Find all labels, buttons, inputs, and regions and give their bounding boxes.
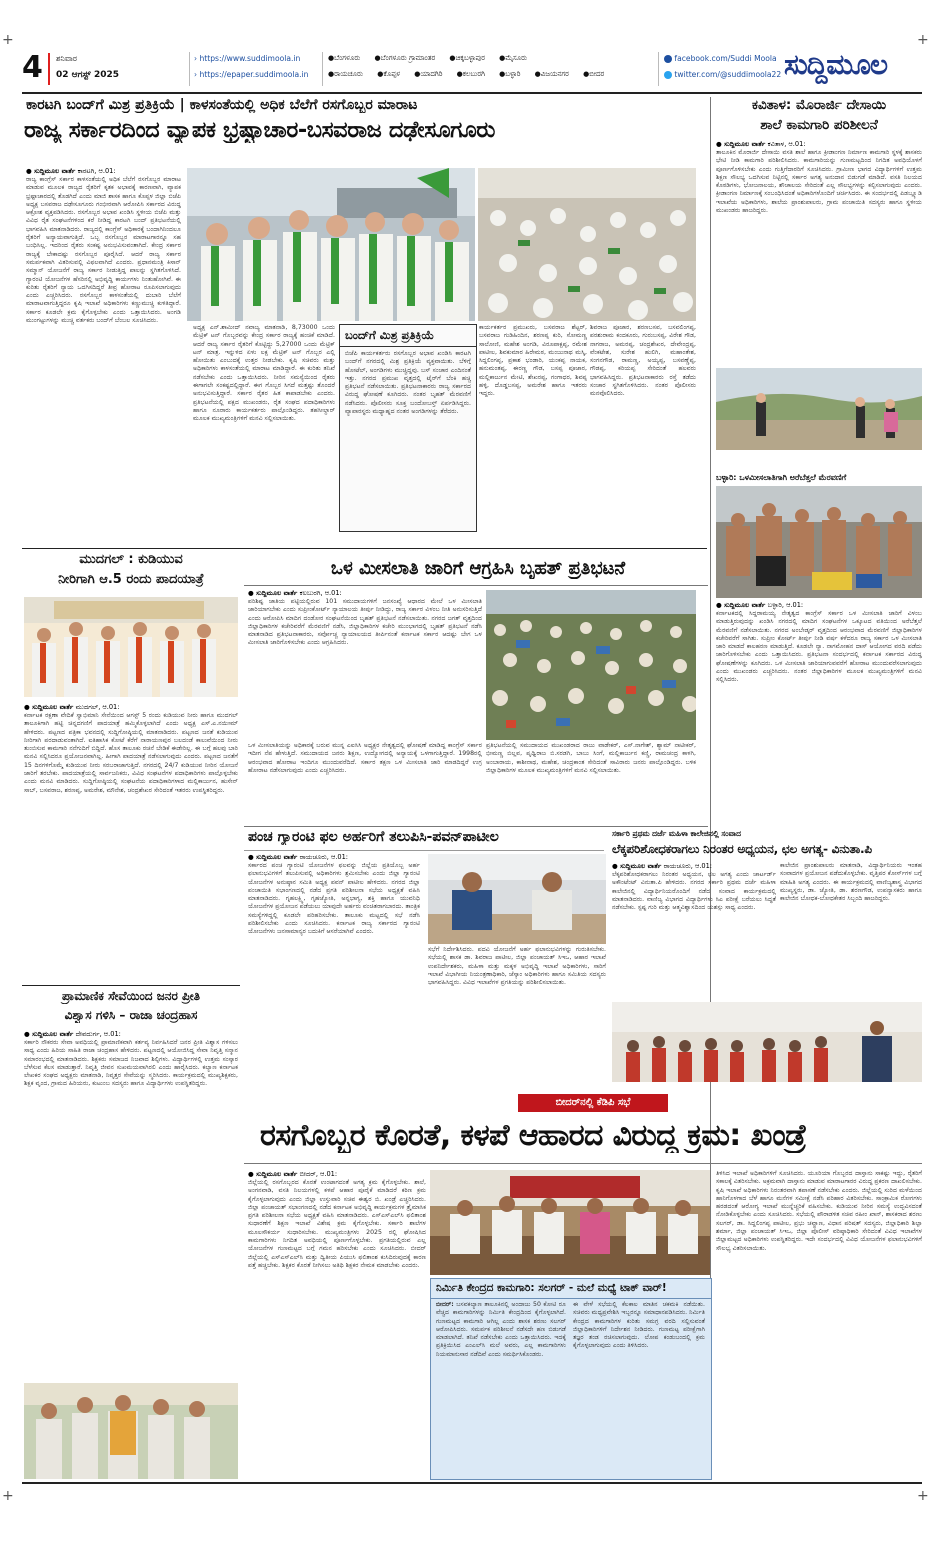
mudagal-headline-2: ನೀರಿಗಾಗಿ ಆ.5 ರಂದು ಪಾದಯಾತ್ರೆ xyxy=(58,572,204,587)
section-rule xyxy=(244,585,708,586)
section-rule xyxy=(22,548,707,549)
facebook-link[interactable]: facebook.com/Suddi Moola xyxy=(664,54,777,63)
epaper-link[interactable]: › https://epaper.suddimoola.in xyxy=(194,70,309,79)
header-divider xyxy=(322,52,323,86)
lead-body-col3: ಕಾರ್ಯಕರ್ತರ ಪ್ರಮುಖರು, ಬಸವರಾಜ ಶೆಟ್ಟರ್, ಬಸವರಾಜ ಗುಡಿಹಿಂದಿನ, ಶರಣಪ್ಪ ಕುರಿ, ಸೋಮಣ್ಣ ಸಾಲೋಣಿ, ಮಹೇಶ ಅಂಗಡಿ, ವಿರೂಪಾಕ್ಷಪ್ಪ, ರಮೇಶ ಪಾಟೀಲ, ಶಿವಕುಮಾರ ಹಿರೇಮಠ, ಮಂಜುನಾಥ ಮಸ್ಕಿ, ಸಿದ್ದಲಿಂಗಪ್ಪ, ಪ್ರಕಾಶ ಭಂಡಾರಿ, ಯಂಕಪ್ಪ ನಾಯಕ, ಹನುಮಂತಪ್ಪ, ಈರಣ್ಣ ಗೌಡ, ಬಸಪ್ಪ ಪೂಜಾರ, ಮಲ್ಲಿಕಾರ್ಜುನ ಮೇಟಿ, ಶೇಖರಪ್ಪ, ಗಂಗಾಧರ, ಶಿವಪ್ಪ ಹಳ್ಳಿ, ದೊಡ್ಡಬಸಪ್ಪ, ಅಮರೇಶ ಹಾಗೂ ಇತರರು ಇದ್ದರು. xyxy=(479,324,587,398)
mudagal-photo xyxy=(24,597,238,697)
kavitala-body: ● ಸುದ್ದಿಮೂಲ ವಾರ್ತೆ ಕವಿತಾಳ, ಆ.01: ತಾಲೂಕಿನ ಮೊರಾರ್ಜಿ ದೇಸಾಯಿ ವಸತಿ ಶಾಲೆ ಹಾಗೂ ಕ್ರೀಡಾಂಗಣ ನಿರ್ಮಾಣ ಕಾಮಗಾರಿ ಸ್ಥಳಕ್ಕೆ ಶಾಸಕರು ಭೇಟಿ ನೀಡಿ ಕಾಮಗಾರಿ ಪರಿಶೀಲಿಸಿದರು. ಕಾಮಗಾರಿಯನ್ನು ಗುಣಮಟ್ಟದಿಂದ ನಿಗದಿತ ಅವಧಿಯೊಳಗೆ ಪೂರ್ಣಗೊಳಿಸಬೇಕು ಎಂದು ಗುತ್ತಿಗೆದಾರರಿಗೆ ಸೂಚಿಸಿದರು. ಗ್ರಾಮೀಣ ಭಾಗದ ವಿದ್ಯಾರ್ಥಿಗಳಿಗೆ ಉತ್ತಮ ಶಿಕ್ಷಣ ಸೌಲಭ್ಯ ಒದಗಿಸುವ ನಿಟ್ಟಿನಲ್ಲಿ ಸರ್ಕಾರ ಅಗತ್ಯ ಅನುದಾನ ಬಿಡುಗಡೆ ಮಾಡಿದೆ. ವಸತಿ ನಿಲಯದ ಕೊಠಡಿಗಳು, ಭೋಜನಾಲಯ, ಶೌಚಾಲಯ ಸೇರಿದಂತೆ ಎಲ್ಲ ಸೌಲಭ್ಯಗಳನ್ನು ಕಲ್ಪಿಸಲಾಗುವುದು ಎಂದರು. ಕ್ರೀಡಾಂಗಣ ನಿರ್ಮಾಣಕ್ಕೆ ಸಂಬಂಧಿಸಿದಂತೆ ಅಧಿಕಾರಿಗಳೊಂದಿಗೆ ಚರ್ಚಿಸಿದರು. ಈ ಸಂದರ್ಭದಲ್ಲಿ ಪಿಡಬ್ಲ್ಯೂಡಿ ಇಲಾಖೆಯ ಅಧಿಕಾರಿಗಳು, ಶಾಲೆಯ ಪ್ರಾಂಶುಪಾಲರು, ಗ್ರಾಮ ಪಂಚಾಯಿತಿ ಸದಸ್ಯರು ಹಾಗೂ ಸ್ಥಳೀಯ ಮುಖಂಡರು ಹಾಜರಿದ್ದರು. xyxy=(716,140,922,215)
lead-body-col2: ಅಧ್ಯಕ್ಷ ಎನ್.ಶಾಮೀದ್ ನವಾಜ್ಯ ಮಾತನಾಡಿ, 8,73000 ಒಂದು ಮೆಟ್ರಿಕ್ ಟನ್ ಗೊಬ್ಬರವನ್ನು ಕೇಂದ್ರ ಸರ್ಕಾರ ರಾಜ್ಯಕ್ಕೆ ಹಂಚಿಕೆ ಮಾಡಿದೆ. ಆದರೆ ರಾಜ್ಯ ಸರ್ಕಾರ ರೈತರಿಗೆ ಕೊಟ್ಟಿದ್ದು 5,27000 ಒಂದು ಮೆಟ್ರಿಕ್ ಟನ್ ಮಾತ್ರ. ಇನ್ನುಳಿದ ಏಳು ಲಕ್ಷ ಮೆಟ್ರಿಕ್ ಟನ್ ಗೊಬ್ಬರ ಎಲ್ಲಿ ಹೋಯಿತು ಎಂಬುದಕ್ಕೆ ಉತ್ತರ ನೀಡಬೇಕು. ಕೃಷಿ ಸಚಿವರು ಮತ್ತು ಅಧಿಕಾರಿಗಳು ಕಾಳಸಂತೆಯಲ್ಲಿ ಮಾರಾಟ ಮಾಡಿದ್ದಾರೆ. ಈ ಕುರಿತು ತನಿಖೆ ನಡೆಸಬೇಕು ಎಂದು ಒತ್ತಾಯಿಸಿದರು. ನೀರಿನ ಸಮಸ್ಯೆಯಿಂದ ರೈತರು ಈಗಾಗಲೇ ಸಂಕಷ್ಟದಲ್ಲಿದ್ದಾರೆ. ಈಗ ಗೊಬ್ಬರ ಸಿಗದೆ ಮತ್ತಷ್ಟು ತೊಂದರೆ ಅನುಭವಿಸುತ್ತಿದ್ದಾರೆ. ಸರ್ಕಾರ ರೈತರ ಹಿತ ಕಾಪಾಡಬೇಕು ಎಂದರು. ಪ್ರತಿಭಟನೆಯಲ್ಲಿ ಪಕ್ಷದ ಮುಖಂಡರು, ರೈತ ಸಂಘದ ಪದಾಧಿಕಾರಿಗಳು ಹಾಗೂ ನೂರಾರು ಕಾರ್ಯಕರ್ತರು ಪಾಲ್ಗೊಂಡಿದ್ದರು. ತಹಸೀಲ್ದಾರ್ ಮೂಲಕ ಮುಖ್ಯಮಂತ್ರಿಗಳಿಗೆ ಮನವಿ ಸಲ್ಲಿಸಲಾಯಿತು. xyxy=(193,324,335,423)
crop-mark: + xyxy=(2,32,14,48)
section-rule xyxy=(244,1163,922,1164)
lead-kicker: ಕಾರಟಗಿ ಬಂದ್‌ಗೆ ಮಿಶ್ರ ಪ್ರತಿಕ್ರಿಯೆ | ಕಾಳಸಂತೆಯಲ್ಲಿ ಅಧಿಕ ಬೆಲೆಗೆ ರಸಗೊಬ್ಬರ ಮಾರಾಟ xyxy=(26,97,418,113)
ballari-body: ● ಸುದ್ದಿಮೂಲ ವಾರ್ತೆ ಬಳ್ಳಾರಿ, ಆ.01: ಕರ್ನಾಟಕದಲ್ಲಿ ಸಿದ್ದರಾಮಯ್ಯ ನೇತೃತ್ವದ ಕಾಂಗ್ರೆಸ್ ಸರ್ಕಾರ ಒಳ ಮೀಸಲಾತಿ ಜಾರಿಗೆ ವಿಳಂಬ ಮಾಡುತ್ತಿರುವುದನ್ನು ಖಂಡಿಸಿ ನಗರದಲ್ಲಿ ಮಾದಿಗ ಸಂಘಟನೆಗಳ ಒಕ್ಕೂಟದ ವತಿಯಿಂದ ಅರೆಬೆತ್ತಲೆ ಮೆರವಣಿಗೆ ನಡೆಸಲಾಯಿತು. ನಗರದ ಅಂಬೇಡ್ಕರ್ ವೃತ್ತದಿಂದ ಆರಂಭವಾದ ಮೆರವಣಿಗೆ ಜಿಲ್ಲಾಧಿಕಾರಿಗಳ ಕಚೇರಿವರೆಗೆ ಸಾಗಿತು. ಸುಪ್ರೀಂ ಕೋರ್ಟ್ ತೀರ್ಪು ನೀಡಿ ವರ್ಷ ಕಳೆದರೂ ರಾಜ್ಯ ಸರ್ಕಾರ ಒಳ ಮೀಸಲಾತಿ ಜಾರಿ ಮಾಡದೆ ಕಾಲಹರಣ ಮಾಡುತ್ತಿದೆ. ಕೂಡಲೇ ನ್ಯಾ. ನಾಗಮೋಹನ ದಾಸ್ ಆಯೋಗದ ವರದಿ ಪಡೆದು ಜಾರಿಗೊಳಿಸಬೇಕು ಎಂದು ಒತ್ತಾಯಿಸಿದರು. ಪ್ರತಿಭಟನಾ ಸಂದರ್ಭದಲ್ಲಿ ಕರ್ನಾಟಕ ಸರ್ಕಾರದ ವಿರುದ್ಧ ಘೋಷಣೆಗಳನ್ನು ಕೂಗಿದರು. ಒಳ ಮೀಸಲಾತಿ ಜಾರಿಯಾಗುವವರೆಗೆ ಹೋರಾಟ ಮುಂದುವರೆಸಲಾಗುವುದು ಎಂದು ಮುಖಂಡರು ಎಚ್ಚರಿಸಿದರು. ನಂತರ ಜಿಲ್ಲಾಧಿಕಾರಿಗಳ ಮೂಲಕ ಮುಖ್ಯಮಂತ್ರಿಗಳಿಗೆ ಮನವಿ ಸಲ್ಲಿಸಿದರು. xyxy=(716,601,922,684)
bidar-box-title: ನಿರ್ಮಿತಿ ಕೇಂದ್ರದ ಕಾಮಗಾರಿ: ಸಲಗರ್ - ಮಲೆ ಮಧ್ಯೆ ಟಾಕ್ ವಾರ್! xyxy=(431,1279,711,1299)
box-dateline: ಬೀದರ್: xyxy=(436,1301,454,1308)
pramanika-body: ● ಸುದ್ದಿಮೂಲ ವಾರ್ತೆ ದೇವದುರ್ಗ, ಆ.01: ಸರ್ಕಾರಿ ನೌಕರರು ಸೇವಾ ಅವಧಿಯಲ್ಲಿ ಪ್ರಾಮಾಣಿಕವಾಗಿ ಕರ್ತವ್ಯ ನಿರ್ವಹಿಸಿದರೆ ಜನರ ಪ್ರೀತಿ ವಿಶ್ವಾಸ ಗಳಿಸಲು ಸಾಧ್ಯ ಎಂದು ಹಿರಿಯ ಸಾಹಿತಿ ರಾಜಾ ಚಂದ್ರಹಾಸ ಹೇಳಿದರು. ಪಟ್ಟಣದಲ್ಲಿ ಆಯೋಜಿಸಿದ್ದ ಸೇವಾ ನಿವೃತ್ತಿ ಸನ್ಮಾನ ಸಮಾರಂಭದಲ್ಲಿ ಮಾತನಾಡಿದರು. ಶಿಕ್ಷಕರು ಸಮಾಜದ ನಿಜವಾದ ಶಿಲ್ಪಿಗಳು. ವಿದ್ಯಾರ್ಥಿಗಳಲ್ಲಿ ಉತ್ತಮ ಸಂಸ್ಕಾರ ಬೆಳೆಸುವ ಕೆಲಸ ಮಾಡುತ್ತಾರೆ. ನಿವೃತ್ತಿ ಜೀವನ ಸುಖಮಯವಾಗಿರಲಿ ಎಂದು ಹಾರೈಸಿದರು. ಕಲ್ಯಾಣ ಕರ್ನಾಟಕ ಲೇಖಕರ ಸಂಘದ ಅಧ್ಯಕ್ಷರು ಮಾತನಾಡಿ, ನಿವೃತ್ತರ ಸೇವೆಯನ್ನು ಸ್ಮರಿಸಿದರು. ಕಾರ್ಯಕ್ರಮದಲ್ಲಿ ಮುಖ್ಯಶಿಕ್ಷಕರು, ಶಿಕ್ಷಕ ವೃಂದ, ಗ್ರಾಮದ ಹಿರಿಯರು, ಕುಟುಂಬ ಸದಸ್ಯರು ಹಾಗೂ ವಿದ್ಯಾರ್ಥಿಗಳು ಉಪಸ್ಥಿತರಿದ್ದರು. xyxy=(24,1030,238,1088)
bidar-kicker-text: ಬೀದರ್‌ನಲ್ಲಿ ಕೆಡಿಪಿ ಸಭೆ xyxy=(555,1097,631,1108)
crop-mark: + xyxy=(917,32,929,48)
byline: ಸುದ್ದಿಮೂಲ ವಾರ್ತೆ xyxy=(32,1030,74,1038)
twitter-link[interactable]: twitter.com/@suddimoola22 xyxy=(664,70,781,79)
footer-rule xyxy=(22,1482,922,1484)
pramanika-photo xyxy=(24,1383,238,1479)
lekka-body-1: ● ಸುದ್ದಿಮೂಲ ವಾರ್ತೆ ರಾಯಚೂರು, ಆ.01: ಲೆಕ್ಕಪರಿಶೋಧಕರಾಗಲು ನಿರಂತರ ಅಧ್ಯಯನ, ಛಲ ಅಗತ್ಯ ಎಂದು ಚಾರ್ಟರ್ಡ್ ಅಕೌಂಟೆಂಟ್ ವಿನುತಾ.ಪಿ ಹೇಳಿದರು. ನಗರದ ಸರ್ಕಾರಿ ಪ್ರಥಮ ದರ್ಜೆ ಮಹಿಳಾ ಕಾಲೇಜಿನಲ್ಲಿ ವಿದ್ಯಾರ್ಥಿನಿಯರೊಂದಿಗೆ ನಡೆದ ಸಂವಾದ ಕಾರ್ಯಕ್ರಮದಲ್ಲಿ ಮಾತನಾಡಿದರು. ವಾಣಿಜ್ಯ ವಿಭಾಗದ ವಿದ್ಯಾರ್ಥಿಗಳು ಸಿಎ ಪರೀಕ್ಷೆ ಬರೆಯಲು ಸಿದ್ಧತೆ ನಡೆಸಬೇಕು. ಸ್ಪಷ್ಟ ಗುರಿ ಮತ್ತು ಆತ್ಮವಿಶ್ವಾಸದಿಂದ ಯಶಸ್ಸು ಸಾಧ್ಯ ಎಂದರು. xyxy=(612,862,776,912)
mudagal-headline-1: ಮುದಗಲ್ : ಕುಡಿಯುವ xyxy=(79,552,183,567)
byline: ಸುದ್ದಿಮೂಲ ವಾರ್ತೆ xyxy=(256,1170,298,1178)
dateline: ರಾಯಚೂರು, ಆ.01: xyxy=(663,862,713,870)
column-rule xyxy=(710,97,711,1477)
issue-date: 02 ಆಗಸ್ಟ್ 2025 xyxy=(56,70,119,80)
bidar-body-2: ತಿಳಿಸಿದ ಇಲಾಖೆ ಅಧಿಕಾರಿಗಳಿಗೆ ಸೂಚಿಸಿದರು. ಯೂರಿಯಾ ಗೊಬ್ಬರದ ದಾಸ್ತಾನು ಸಾಕಷ್ಟು ಇದ್ದು, ರೈತರಿಗೆ ಸಕಾಲಕ್ಕೆ ವಿತರಿಸಬೇಕು. ಅಕ್ರಮವಾಗಿ ದಾಸ್ತಾನು ಮಾಡುವ ಮಾರಾಟಗಾರರ ವಿರುದ್ಧ ಪ್ರಕರಣ ದಾಖಲಿಸಬೇಕು. ಕೃಷಿ ಇಲಾಖೆ ಅಧಿಕಾರಿಗಳು ನಿರಂತರವಾಗಿ ತಪಾಸಣೆ ನಡೆಸಬೇಕು ಎಂದರು. ಜಿಲ್ಲೆಯಲ್ಲಿ ಸುರಿದ ಮಳೆಯಿಂದ ಹಾನಿಗೊಳಗಾದ ಬೆಳೆ ಹಾಗೂ ಮನೆಗಳ ಸಮೀಕ್ಷೆ ನಡೆಸಿ ಪರಿಹಾರ ವಿತರಿಸಬೇಕು. ಸಾಂಕ್ರಾಮಿಕ ರೋಗಗಳು ಹರಡದಂತೆ ಆರೋಗ್ಯ ಇಲಾಖೆ ಮುನ್ನೆಚ್ಚರಿಕೆ ವಹಿಸಬೇಕು. ಕುಡಿಯುವ ನೀರಿನ ಸಮಸ್ಯೆ ಉದ್ಭವಿಸದಂತೆ ನೋಡಿಕೊಳ್ಳಬೇಕು ಎಂದು ಸೂಚಿಸಿದರು. ಸಭೆಯಲ್ಲಿ ಪೌರಾಡಳಿತ ಸಚಿವ ರಹೀಂ ಖಾನ್, ಶಾಸಕರಾದ ಶರಣು ಸಲಗರ್, ಡಾ. ಸಿದ್ದಲಿಂಗಪ್ಪ ಪಾಟೀಲ, ಪ್ರಭು ಚವ್ಹಾಣ, ವಿಧಾನ ಪರಿಷತ್ ಸದಸ್ಯರು, ಜಿಲ್ಲಾಧಿಕಾರಿ ಶಿಲ್ಪಾ ಶರ್ಮಾ, ಜಿಲ್ಲಾ ಪಂಚಾಯತ್ ಸಿಇಒ, ಜಿಲ್ಲಾ ಪೊಲೀಸ್ ವರಿಷ್ಠಾಧಿಕಾರಿ ಸೇರಿದಂತೆ ವಿವಿಧ ಇಲಾಖೆಗಳ ಜಿಲ್ಲಾಮಟ್ಟದ ಅಧಿಕಾರಿಗಳು ಉಪಸ್ಥಿತರಿದ್ದರು. ಇದೇ ಸಂದರ್ಭದಲ್ಲಿ ವಿವಿಧ ಯೋಜನೆಗಳ ಫಲಾನುಭವಿಗಳಿಗೆ ಸೌಲಭ್ಯ ವಿತರಿಸಲಾಯಿತು. xyxy=(716,1170,922,1252)
lekka-headline: ಲೆಕ್ಕಪರಿಶೋಧಕರಾಗಲು ನಿರಂತರ ಅಧ್ಯಯನ, ಛಲ ಅಗತ್ಯ- ವಿನುತಾ.ಪಿ xyxy=(612,842,872,856)
lead-photo-protest xyxy=(187,168,475,321)
page-number: 4 xyxy=(22,50,43,85)
dateline: ಬಳ್ಳಾರಿ, ಆ.01: xyxy=(767,601,804,609)
dateline: ಕಲಬುರಗಿ, ಆ.01: xyxy=(299,589,342,597)
dateline: ರಾಯಚೂರು, ಆ.01: xyxy=(299,853,349,861)
city-list-2: ●ರಾಯಚೂರು ●ಕೊಪ್ಪಳ ●ಯಾದಗಿರಿ ●ಕಲಬುರಗಿ ●ಬಳ್ಳಾರಿ ●ವಿಜಯನಗರ ●ಬೀದರ xyxy=(328,70,605,78)
section-rule xyxy=(22,985,240,986)
bidar-kicker xyxy=(518,1094,668,1112)
header-divider xyxy=(658,52,659,86)
bidar-photo xyxy=(430,1170,710,1275)
kavitala-headline-2: ಶಾಲೆ ಕಾಮಗಾರಿ ಪರಿಶೀಲನೆ xyxy=(760,117,878,133)
lead-sidebar-box: ಬಂದ್‌ಗೆ ಮಿಶ್ರ ಪ್ರತಿಕ್ರಿಯೆ ಬಿಜೆಪಿ ಕಾರ್ಯಕರ್ತರು ರಸಗೊಬ್ಬರ ಅಭಾವ ಖಂಡಿಸಿ ಕಾರಟಗಿ ಬಂದ್‌ಗೆ ನಗರದಲ್ಲಿ ಮಿಶ್ರ ಪ್ರತಿಕ್ರಿಯೆ ವ್ಯಕ್ತವಾಯಿತು. ಬೆಳಿಗ್ಗೆ ಹೋಟೆಲ್, ಅಂಗಡಿಗಳು ಮುಚ್ಚಿದ್ದವು. ಬಸ್ ಸಂಚಾರ ಎಂದಿನಂತೆ ಇತ್ತು. ನಗರದ ಪ್ರಮುಖ ವೃತ್ತದಲ್ಲಿ ಟೈರ್‌ಗೆ ಬೆಂಕಿ ಹಚ್ಚಿ ಪ್ರತಿಭಟನೆ ನಡೆಸಲಾಯಿತು. ಪ್ರತಿಭಟನಾಕಾರರು ರಾಜ್ಯ ಸರ್ಕಾರದ ವಿರುದ್ಧ ಘೋಷಣೆ ಕೂಗಿದರು. ನಂತರ ಬೃಹತ್ ಮೆರವಣಿಗೆ ನಡೆಸಿದರು. ಪೊಲೀಸರು ಸೂಕ್ತ ಬಂದೋಬಸ್ತ್ ಏರ್ಪಡಿಸಿದ್ದರು. ವ್ಯಾಪಾರಸ್ಥರು ಮಧ್ಯಾಹ್ನದ ನಂತರ ಅಂಗಡಿಗಳನ್ನು ತೆರೆದರು. xyxy=(339,324,477,532)
dateline: ದೇವದುರ್ಗ, ಆ.01: xyxy=(75,1030,121,1038)
panch-headline: ಪಂಚ ಗ್ಯಾರಂಟಿ ಫಲ ಅರ್ಹರಿಗೆ ತಲುಪಿಸಿ-ಪವನ್‌ಪಾಟೀಲ xyxy=(248,829,499,845)
panch-body-1: ● ಸುದ್ದಿಮೂಲ ವಾರ್ತೆ ರಾಯಚೂರು, ಆ.01: ಸರ್ಕಾರದ ಪಂಚ ಗ್ಯಾರಂಟಿ ಯೋಜನೆಗಳ ಫಲವನ್ನು ಜಿಲ್ಲೆಯ ಪ್ರತಿಯೊಬ್ಬ ಅರ್ಹ ಫಲಾನುಭವಿಗಳಿಗೆ ತಲುಪಿಸುವಲ್ಲಿ ಅಧಿಕಾರಿಗಳು ಶ್ರಮಿಸಬೇಕು ಎಂದು ಜಿಲ್ಲಾ ಗ್ಯಾರಂಟಿ ಯೋಜನೆಗಳ ಅನುಷ್ಠಾನ ಸಮಿತಿ ಅಧ್ಯಕ್ಷ ಪವನ್ ಪಾಟೀಲ ಹೇಳಿದರು. ನಗರದ ಜಿಲ್ಲಾ ಪಂಚಾಯಿತಿ ಸಭಾಂಗಣದಲ್ಲಿ ನಡೆದ ಪ್ರಗತಿ ಪರಿಶೀಲನಾ ಸಭೆಯ ಅಧ್ಯಕ್ಷತೆ ವಹಿಸಿ ಮಾತನಾಡಿದರು. ಗೃಹಲಕ್ಷ್ಮಿ, ಗೃಹಜ್ಯೋತಿ, ಅನ್ನಭಾಗ್ಯ, ಶಕ್ತಿ ಹಾಗೂ ಯುವನಿಧಿ ಯೋಜನೆಗಳ ಪ್ರಯೋಜನ ಪಡೆಯಲು ಯಾವುದೇ ಅರ್ಹರು ವಂಚಿತರಾಗಬಾರದು. ತಾಂತ್ರಿಕ ಸಮಸ್ಯೆಗಳಿದ್ದಲ್ಲಿ ಕೂಡಲೇ ಪರಿಹರಿಸಬೇಕು. ತಾಲೂಕು ಮಟ್ಟದಲ್ಲಿ ಸಭೆ ನಡೆಸಿ ಪರಿಶೀಲಿಸಬೇಕು ಎಂದು ಸೂಚಿಸಿದರು. ಕರ್ನಾಟಕ ರಾಜ್ಯ ಸರ್ಕಾರದ ಗ್ಯಾರಂಟಿ ಯೋಜನೆಗಳು ಜನಸಾಮಾನ್ಯರ ಬದುಕಿಗೆ ಆಸರೆಯಾಗಿವೆ ಎಂದರು. xyxy=(248,853,420,936)
pramanika-headline-1: ಪ್ರಾಮಾಣಿಕ ಸೇವೆಯಿಂದ ಜನರ ಪ್ರೀತಿ xyxy=(61,989,201,1003)
byline: ಸುದ್ದಿಮೂಲ ವಾರ್ತೆ xyxy=(620,862,662,870)
header-rule xyxy=(22,92,922,94)
lekka-kicker: ಸರ್ಕಾರಿ ಪ್ರಥಮ ದರ್ಜೆ ಮಹಿಳಾ ಕಾಲೇಜಿನಲ್ಲಿ ಸಂವಾದ xyxy=(612,829,741,838)
dateline: ಕವಿತಾಳ, ಆ.01: xyxy=(767,140,806,148)
byline: ಸುದ್ದಿಮೂಲ ವಾರ್ತೆ xyxy=(34,167,76,175)
pramanika-headline-2: ವಿಶ್ವಾಸ ಗಳಿಸಿ – ರಾಜಾ ಚಂದ್ರಹಾಸ xyxy=(64,1008,198,1022)
box-title: ಬಂದ್‌ಗೆ ಮಿಶ್ರ ಪ್ರತಿಕ್ರಿಯೆ xyxy=(340,325,476,347)
byline: ಸುದ್ದಿಮೂಲ ವಾರ್ತೆ xyxy=(724,140,766,148)
lekka-photo xyxy=(612,1002,922,1082)
header-divider xyxy=(189,52,190,86)
byline: ಸುದ್ದಿಮೂಲ ವಾರ್ತೆ xyxy=(256,589,298,597)
masthead-logo: ಸುದ್ದಿಮೂಲ xyxy=(784,48,888,81)
byline: ಸುದ್ದಿಮೂಲ ವಾರ್ತೆ xyxy=(724,601,766,609)
byline: ಸುದ್ದಿಮೂಲ ವಾರ್ತೆ xyxy=(256,853,298,861)
website-link[interactable]: › https://www.suddimoola.in xyxy=(194,54,301,63)
section-rule xyxy=(244,826,708,827)
lead-headline: ರಾಜ್ಯ ಸರ್ಕಾರದಿಂದ ವ್ಯಾಪಕ ಭ್ರಷ್ಟಾಚಾರ-ಬಸವರಾಜ ದಢೇಸೂಗೂರು xyxy=(24,117,495,143)
lead-body-col1: ● ಸುದ್ದಿಮೂಲ ವಾರ್ತೆ ಕಾರಟಗಿ, ಆ.01: ರಾಜ್ಯ ಕಾಂಗ್ರೆಸ್ ಸರ್ಕಾರ ಕಾಳಸಂತೆಯಲ್ಲಿ ಅಧಿಕ ಬೆಲೆಗೆ ರಸಗೊಬ್ಬರ ಮಾರಾಟ ಮಾಡುವ ಮೂಲಕ ರಾಜ್ಯದ ರೈತರಿಗೆ ಕೃತಕ ಅಭಾವಕ್ಕೆ ಕಾರಣವಾಗಿ, ವ್ಯಾಪಕ ಭ್ರಷ್ಟಾಚಾರದಲ್ಲಿ ತೊಡಗಿದೆ ಎಂದು ಮಾಜಿ ಶಾಸಕ ಹಾಗೂ ಕೊಪ್ಪಳ ಜಿಲ್ಲಾ ಬಿಜೆಪಿ ಅಧ್ಯಕ್ಷ ಬಸವರಾಜ ದಢೇಸೂಗೂರು ಗಂಭೀರವಾಗಿ ಆರೋಪಿಸಿ ಸರ್ಕಾರದ ವಿರುದ್ಧ ಆಕ್ರೋಶ ವ್ಯಕ್ತಪಡಿಸಿದರು. ರಸಗೊಬ್ಬರ ಅಭಾವ ಖಂಡಿಸಿ ಸ್ಥಳೀಯ ಬಿಜೆಪಿ ಮತ್ತು ವಿವಿಧ ರೈತ ಸಂಘಟನೆಗಳಿಂದ ಕರೆ ನೀಡಿದ್ದ ಕಾರಟಗಿ ಬಂದ್ ಪ್ರತಿಭಟನೆಯಲ್ಲಿ ಭಾಗವಹಿಸಿ ಮಾತನಾಡಿದರು. ರಾಜ್ಯದಲ್ಲಿ ಕಾಂಗ್ರೆಸ್ ಅಧಿಕಾರಕ್ಕೆ ಬಂದಾಗಿನಿಂದಲೂ ರೈತರಿಗೆ ಅನ್ಯಾಯವಾಗುತ್ತಿದೆ. ಒಬ್ಬ ರಸಗೊಬ್ಬರ ಮಾರಾಟಗಾರನ್ನೂ ಸಹ ಬಂಧಿಸಿಲ್ಲ. ಇದರಿಂದ ರೈತರು ಸಂಕಷ್ಟ ಅನುಭವಿಸುವಂತಾಗಿದೆ. ಕೇಂದ್ರ ಸರ್ಕಾರ ರಾಜ್ಯಕ್ಕೆ ಬೇಕಾದಷ್ಟು ರಸಗೊಬ್ಬರ ಪೂರೈಸಿದೆ. ಆದರೆ ರಾಜ್ಯ ಸರ್ಕಾರ ಸಮರ್ಪಕವಾಗಿ ವಿತರಿಸುವಲ್ಲಿ ವಿಫಲವಾಗಿದೆ ಎಂದರು. ಪ್ರಧಾನಮಂತ್ರಿ ಕಿಸಾನ್ ಸಮ್ಮಾನ್ ಯೋಜನೆಗೆ ರಾಜ್ಯ ಸರ್ಕಾರ ನೀಡುತ್ತಿದ್ದ ಪಾಲನ್ನು ಸ್ಥಗಿತಗೊಳಿಸಿದೆ. ಗ್ಯಾರಂಟಿ ಯೋಜನೆಗಳ ಹೆಸರಿನಲ್ಲಿ ಅಭಿವೃದ್ಧಿ ಕಾರ್ಯಗಳು ನಿಂತುಹೋಗಿವೆ. ಈ ಕುರಿತು ರೈತರಿಗೆ ನ್ಯಾಯ ಒದಗಿಸದಿದ್ದರೆ ತೀವ್ರ ಹೋರಾಟ ರೂಪಿಸಲಾಗುವುದು ಎಂದು ಎಚ್ಚರಿಸಿದರು. ರಸಗೊಬ್ಬರ ಕಾಳಸಂತೆಯಲ್ಲಿ ದುಬಾರಿ ಬೆಲೆಗೆ ಮಾರಾಟವಾಗುತ್ತಿದ್ದರೂ ಕೃಷಿ ಇಲಾಖೆ ಅಧಿಕಾರಿಗಳು ಕಣ್ಣುಮುಚ್ಚಿ ಕುಳಿತಿದ್ದಾರೆ. ಸರ್ಕಾರ ಕೂಡಲೇ ಕ್ರಮ ಕೈಗೊಳ್ಳಬೇಕು ಎಂದು ಒತ್ತಾಯಿಸಿದರು. ಅಂಗಡಿ ಮುಂಗಟ್ಟುಗಳನ್ನು ಮುಚ್ಚಿ ವರ್ತಕರು ಬಂದ್‌ಗೆ ಬೆಂಬಲ ಸೂಚಿಸಿದರು. xyxy=(26,167,181,325)
kavitala-headline-1: ಕವಿತಾಳ: ಮೊರಾರ್ಜಿ ದೇಸಾಯಿ xyxy=(751,97,887,113)
header-divider xyxy=(48,53,50,85)
kavitala-photo xyxy=(716,368,922,450)
kalaburagi-body-2: ಒಳ ಮೀಸಲಾತಿಯನ್ನು ಅಧಿಕಾರಕ್ಕೆ ಬರುವ ಮುನ್ನ ಎಐಸಿಸಿ ಅಧ್ಯಕ್ಷರ ನೇತೃತ್ವದಲ್ಲಿ ಘೋಷಣೆ ಮಾಡಿದ್ದ ಕಾಂಗ್ರೆಸ್ ಸರ್ಕಾರ ಇದೀಗ ನೆಪ ಹೇಳುತ್ತಿದೆ. ಸಮುದಾಯದ ಜನರು ಶಿಕ್ಷಣ, ಉದ್ಯೋಗದಲ್ಲಿ ಅನ್ಯಾಯಕ್ಕೆ ಒಳಗಾಗುತ್ತಿದ್ದಾರೆ. 1998ರಲ್ಲಿ ಆರಂಭವಾದ ಹೋರಾಟ ಇಂದಿಗೂ ಮುಂದುವರೆದಿದೆ. ಸರ್ಕಾರ ತಕ್ಷಣ ಒಳ ಮೀಸಲಾತಿ ಜಾರಿ ಮಾಡದಿದ್ದರೆ ಉಗ್ರ ಹೋರಾಟ ನಡೆಸಲಾಗುವುದು ಎಂದು ಎಚ್ಚರಿಸಿದರು. xyxy=(248,742,482,774)
dateline: ಬೀದರ್, ಆ.01: xyxy=(299,1170,338,1178)
kalaburagi-body-3: ಪ್ರತಿಭಟನೆಯಲ್ಲಿ ಸಮುದಾಯದ ಮುಖಂಡರಾದ ರಾಜು ವಾಡೇಕರ್, ಎಸ್.ನಾಗೇಶ್, ಶ್ಯಾಮ್ ನಾಟೀಕರ್, ಭೀಮಣ್ಣ ಬಿಲ್ಲವ, ಪೃಥ್ವಿರಾಜ ಬಿ.ಸರಡಗಿ, ಬಾಬು ಸಿಂಗೆ, ಮಲ್ಲಿಕಾರ್ಜುನ ಕಣ್ಣಿ, ರಾಮಚಂದ್ರ ಕಾಳಗಿ, ಅಂಬಾರಾಯ, ಕಾಶೀನಾಥ, ಮಹೇಶ, ಚಂದ್ರಕಾಂತ ಸೇರಿದಂತೆ ಸಾವಿರಾರು ಜನರು ಪಾಲ್ಗೊಂಡಿದ್ದರು. ಬಳಿಕ ಜಿಲ್ಲಾಧಿಕಾರಿಗಳ ಮೂಲಕ ಮುಖ್ಯಮಂತ್ರಿಗಳಿಗೆ ಮನವಿ ಸಲ್ಲಿಸಲಾಯಿತು. xyxy=(486,742,696,774)
ballari-caption: ಬಳ್ಳಾರಿ: ಒಳಮೀಸಲಾತಿಗಾಗಿ ಅರೆಬೆತ್ತಲೆ ಮೆರವಣಿಗೆ xyxy=(716,473,847,482)
lekka-body-2: ಕಾಲೇಜಿನ ಪ್ರಾಂಶುಪಾಲರು ಮಾತನಾಡಿ, ವಿದ್ಯಾರ್ಥಿನಿಯರು ಇಂತಹ ಸಂವಾದಗಳ ಪ್ರಯೋಜನ ಪಡೆದುಕೊಳ್ಳಬೇಕು. ವೃತ್ತಿಪರ ಕೋರ್ಸ್‌ಗಳ ಬಗ್ಗೆ ಮಾಹಿತಿ ಅಗತ್ಯ ಎಂದರು. ಈ ಕಾರ್ಯಕ್ರಮದಲ್ಲಿ ವಾಣಿಜ್ಯಶಾಸ್ತ್ರ ವಿಭಾಗದ ಮುಖ್ಯಸ್ಥರು, ಡಾ. ಜ್ಯೋತಿ, ಡಾ. ಶರಣಗೌಡ, ಉಪನ್ಯಾಸಕರು ಹಾಗೂ ಕಾಲೇಜಿನ ಬೋಧಕ-ಬೋಧಕೇತರ ಸಿಬ್ಬಂದಿ ಹಾಜರಿದ್ದರು. xyxy=(780,862,922,903)
byline: ಸುದ್ದಿಮೂಲ ವಾರ್ತೆ xyxy=(32,703,74,711)
kalaburagi-headline: ಒಳ ಮೀಸಲಾತಿ ಜಾರಿಗೆ ಆಗ್ರಹಿಸಿ ಬೃಹತ್ ಪ್ರತಿಭಟನೆ xyxy=(330,558,626,579)
section-rule xyxy=(244,850,604,851)
lead-body-col4: ಶಿವರಾಜ ಪೂಜಾರ, ಶರಣಬಸವ, ಬಸವಲಿಂಗಪ್ಪ, ಪರಶುರಾಮ ಕಂದಕೂರು, ಗುರುಬಸಪ್ಪ, ವಿರೇಶ ಗೌಡ, ನಾಗರಾಜ, ಅಮರಪ್ಪ, ಚಂದ್ರಶೇಖರ, ದೇವೇಂದ್ರಪ್ಪ, ವೆಂಕಟೇಶ, ಸುರೇಶ ಹುಲಿಗಿ, ಮಹಾಂತೇಶ, ಸಂಗನಗೌಡ, ರಾಮಣ್ಣ, ಅಯ್ಯಪ್ಪ, ಬಸವಣ್ಣೆಪ್ಪ, ಗೌಡಪ್ಪ, ಕರಿಯಪ್ಪ ಸೇರಿದಂತೆ ಹಲವರು ಭಾಗವಹಿಸಿದ್ದರು. ಪ್ರತಿಭಟನಾಕಾರರು ರಸ್ತೆ ತಡೆದು ಸಂಚಾರ ಸ್ಥಗಿತಗೊಳಿಸಿದರು. ನಂತರ ಪೊಲೀಸರು ಮನವೊಲಿಸಿದರು. xyxy=(590,324,696,398)
mudagal-body: ● ಸುದ್ದಿಮೂಲ ವಾರ್ತೆ ಮುದಗಲ್, ಆ.01: ಕರ್ನಾಟಕ ರಕ್ಷಣಾ ವೇದಿಕೆ ಸ್ವಾಭಿಮಾನಿ ಸೇನೆಯಿಂದ ಆಗಸ್ಟ್ 5 ರಂದು ಕುಡಿಯುವ ನೀರು ಹಾಗೂ ಮುದಗಲ್ ತಾಲೂಕಿಗಾಗಿ ಹಟ್ಟಿ ಚಿನ್ನದಗಣಿಗೆ ಪಾದಯಾತ್ರೆ ಹಮ್ಮಿಕೊಳ್ಳಲಾಗಿದೆ ಎಂದು ಅಧ್ಯಕ್ಷ ಎಸ್.ಎ.ನಯೀಮ್ ಹೇಳಿದರು. ಪಟ್ಟಣದ ಪತ್ರಿಕಾ ಭವನದಲ್ಲಿ ಸುದ್ದಿಗೋಷ್ಠಿಯಲ್ಲಿ ಮಾತನಾಡಿದರು. ಪಟ್ಟಣದ ಜನತೆ ಕುಡಿಯುವ ನೀರಿಗಾಗಿ ಪರದಾಡುವಂತಾಗಿದೆ. ಐತಿಹಾಸಿಕ ಕೋಟೆ ಕೆರೆಗೆ ನಾರಾಯಣಪುರ ಬಲದಂಡೆ ಕಾಲುವೆಯಿಂದ ನೀರು ತುಂಬಿಸುವ ಕಾಮಗಾರಿ ನನೆಗುದಿಗೆ ಬಿದ್ದಿದೆ. ಹೊಸ ತಾಲೂಕು ರಚನೆ ಬೇಡಿಕೆ ಈಡೇರಿಲ್ಲ. ಈ ಬಗ್ಗೆ ಹಲವು ಬಾರಿ ಮನವಿ ಸಲ್ಲಿಸಿದರೂ ಪ್ರಯೋಜನವಾಗಿಲ್ಲ. ಹೀಗಾಗಿ ಪಾದಯಾತ್ರೆ ನಡೆಸಲಾಗುವುದು ಎಂದರು. ಪಟ್ಟಣದ ಜನತೆಗೆ 15 ದಿನಗಳಿಗೊಮ್ಮೆ ಕುಡಿಯುವ ನೀರು ಸರಬರಾಜಾಗುತ್ತಿದೆ. ನಗರದಲ್ಲಿ 24/7 ಕುಡಿಯುವ ನೀರಿನ ಯೋಜನೆ ಜಾರಿಗೆ ತರಬೇಕು. ಪಾದಯಾತ್ರೆಯಲ್ಲಿ ಸಾರ್ವಜನಿಕರು, ವಿವಿಧ ಸಂಘಟನೆಗಳ ಪದಾಧಿಕಾರಿಗಳು ಪಾಲ್ಗೊಳ್ಳಬೇಕು ಎಂದು ಮನವಿ ಮಾಡಿದರು. ಸುದ್ದಿಗೋಷ್ಠಿಯಲ್ಲಿ ಸಂಘಟನೆಯ ಪದಾಧಿಕಾರಿಗಳಾದ ಮಲ್ಲಿಕಾರ್ಜುನ, ಹುಸೇನ್ ಸಾಬ್, ಬಸವರಾಜ, ಶರಣಪ್ಪ, ಅಮರೇಶ, ಮೌನೇಶ, ಚಂದ್ರಶೇಖರ ಸೇರಿದಂತೆ ಇತರರು ಉಪಸ್ಥಿತರಿದ್ದರು. xyxy=(24,703,238,794)
kalaburagi-body-1: ● ಸುದ್ದಿಮೂಲ ವಾರ್ತೆ ಕಲಬುರಗಿ, ಆ.01: ಪರಿಶಿಷ್ಟ ಜಾತಿಯ ಪಟ್ಟಿಯಲ್ಲಿರುವ 101 ಸಮುದಾಯಗಳಿಗೆ ಜನಸಂಖ್ಯೆ ಆಧಾರದ ಮೇಲೆ ಒಳ ಮೀಸಲಾತಿ ಜಾರಿಯಾಗಬೇಕು ಎಂದು ಸುಪ್ರೀಂಕೋರ್ಟ್ ನ್ಯಾಯಾಲಯ ತೀರ್ಪು ನೀಡಿದ್ದು, ರಾಜ್ಯ ಸರ್ಕಾರ ವಿಳಂಬ ನೀತಿ ಅನುಸರಿಸುತ್ತಿದೆ ಎಂದು ಆರೋಪಿಸಿ ಮಾದಿಗ ದಂಡೋರ ಸಂಘಟನೆಯಿಂದ ಬೃಹತ್ ಪ್ರತಿಭಟನೆ ನಡೆಸಲಾಯಿತು. ನಗರದ ಜಗತ್ ವೃತ್ತದಿಂದ ಜಿಲ್ಲಾಧಿಕಾರಿಗಳ ಕಚೇರಿವರೆಗೆ ಮೆರವಣಿಗೆ ನಡೆಸಿ, ಜಿಲ್ಲಾಧಿಕಾರಿಗಳ ಕಚೇರಿ ಮುಂಭಾಗದಲ್ಲಿ ಬೃಹತ್ ಪ್ರತಿಭಟನೆ ನಡೆಸಿ ಮಾತನಾಡಿದ ಪ್ರತಿಭಟನಾಕಾರರು, ಸರ್ವೋಚ್ಚ ನ್ಯಾಯಾಲಯದ ತೀರ್ಪಿನಂತೆ ಕರ್ನಾಟಕ ಸರ್ಕಾರ ಆದಷ್ಟು ಬೇಗ ಒಳ ಮೀಸಲಾತಿ ಜಾರಿಗೊಳಿಸಬೇಕು ಎಂದು ಆಗ್ರಹಿಸಿದರು. xyxy=(248,589,482,647)
kalaburagi-photo xyxy=(486,590,696,740)
crop-mark: + xyxy=(917,1488,929,1504)
twitter-icon xyxy=(664,71,672,79)
bidar-headline: ರಸಗೊಬ್ಬರ ಕೊರತೆ, ಕಳಪೆ ಆಹಾರದ ವಿರುದ್ಧ ಕ್ರಮ: ಖಂಡ್ರೆ xyxy=(260,1118,807,1153)
panch-body-2: ಸಭೆಗೆ ನಿರ್ದೇಶಿಸಿದರು. ಪದವಿ ಯೋಜನೆಗೆ ಅರ್ಹ ಫಲಾನುಭವಿಗಳನ್ನು ಗುರುತಿಸಬೇಕು. ಸಭೆಯಲ್ಲಿ ಶಾಸಕ ಡಾ. ಶಿವರಾಜ ಪಾಟೀಲ, ಜಿಲ್ಲಾ ಪಂಚಾಯತ್ ಸಿಇಒ, ಆಹಾರ ಇಲಾಖೆ ಉಪನಿರ್ದೇಶಕರು, ಮಹಿಳಾ ಮತ್ತು ಮಕ್ಕಳ ಅಭಿವೃದ್ಧಿ ಇಲಾಖೆ ಅಧಿಕಾರಿಗಳು, ಸಾರಿಗೆ ಇಲಾಖೆ ವಿಭಾಗೀಯ ನಿಯಂತ್ರಣಾಧಿಕಾರಿ, ಜೆಸ್ಕಾಂ ಅಧಿಕಾರಿಗಳು ಹಾಗೂ ಸಮಿತಿಯ ಸದಸ್ಯರು ಭಾಗವಹಿಸಿದ್ದರು. ವಿವಿಧ ಇಲಾಖೆಗಳ ಪ್ರಗತಿಯನ್ನು ಪರಿಶೀಲಿಸಲಾಯಿತು. xyxy=(428,946,606,987)
dateline: ಕಾರಟಗಿ, ಆ.01: xyxy=(77,167,116,175)
lead-photo-crowd xyxy=(478,168,696,321)
facebook-icon xyxy=(664,55,672,63)
city-list-1: ●ಬೆಂಗಳೂರು ●ಬೆಂಗಳೂರು ಗ್ರಾಮಾಂತರ ●ಚಿಕ್ಕಬಳ್ಳಾಪುರ ●ಮೈಸೂರು xyxy=(328,54,528,62)
bidar-body-1: ● ಸುದ್ದಿಮೂಲ ವಾರ್ತೆ ಬೀದರ್, ಆ.01: ಜಿಲ್ಲೆಯಲ್ಲಿ ರಸಗೊಬ್ಬರದ ಕೊರತೆ ಉಂಟಾಗದಂತೆ ಅಗತ್ಯ ಕ್ರಮ ಕೈಗೊಳ್ಳಬೇಕು. ಶಾಲೆ, ಅಂಗನವಾಡಿ, ವಸತಿ ನಿಲಯಗಳಲ್ಲಿ ಕಳಪೆ ಆಹಾರ ಪೂರೈಕೆ ಮಾಡಿದರೆ ಕಠಿಣ ಕ್ರಮ ಕೈಗೊಳ್ಳಲಾಗುವುದು ಎಂದು ಜಿಲ್ಲಾ ಉಸ್ತುವಾರಿ ಸಚಿವ ಈಶ್ವರ ಬಿ. ಖಂಡ್ರೆ ಎಚ್ಚರಿಸಿದರು. ಜಿಲ್ಲಾ ಪಂಚಾಯತ್ ಸಭಾಂಗಣದಲ್ಲಿ ನಡೆದ ಕರ್ನಾಟಕ ಅಭಿವೃದ್ಧಿ ಕಾರ್ಯಕ್ರಮಗಳ ತ್ರೈಮಾಸಿಕ ಪ್ರಗತಿ ಪರಿಶೀಲನಾ ಸಭೆಯ ಅಧ್ಯಕ್ಷತೆ ವಹಿಸಿ ಮಾತನಾಡಿದರು. ಎಸ್‌ಎಸ್‌ಎಲ್‌ಸಿ ಫಲಿತಾಂಶ ಸುಧಾರಣೆಗೆ ಶಿಕ್ಷಣ ಇಲಾಖೆ ವಿಶೇಷ ಕ್ರಮ ಕೈಗೊಳ್ಳಬೇಕು. ಸರ್ಕಾರಿ ಶಾಲೆಗಳ ಮೂಲಸೌಕರ್ಯ ಸುಧಾರಿಸಬೇಕು. ಮುಖ್ಯಮಂತ್ರಿಗಳು 2025 ರಲ್ಲಿ ಘೋಷಿಸಿದ ಕಾಮಗಾರಿಗಳು ನಿಗದಿತ ಅವಧಿಯಲ್ಲಿ ಪೂರ್ಣಗೊಳ್ಳಬೇಕು. ಪ್ರಗತಿಯಲ್ಲಿರುವ ಎಲ್ಲ ಯೋಜನೆಗಳ ಗುಣಮಟ್ಟದ ಬಗ್ಗೆ ಗಮನ ಹರಿಸಬೇಕು ಎಂದು ಸೂಚಿಸಿದರು. ಬೀದರ್ ಜಿಲ್ಲೆಯಲ್ಲಿ ಎಸ್‌ಎಸ್‌ಎಲ್‌ಸಿ ಮತ್ತು ದ್ವಿತೀಯ ಪಿಯುಸಿ ಫಲಿತಾಂಶ ಕುಸಿದಿರುವುದಕ್ಕೆ ಕಾರಣ ಪತ್ತೆ ಹಚ್ಚಬೇಕು. ಶಿಕ್ಷಕರ ಕೊರತೆ ನೀಗಿಸಲು ಅತಿಥಿ ಶಿಕ್ಷಕರ ನೇಮಕ ಮಾಡಬೇಕು ಎಂದರು. xyxy=(248,1170,426,1269)
ballari-photo xyxy=(716,486,922,598)
issue-day: ಶನಿವಾರ xyxy=(56,54,78,63)
page-header xyxy=(22,50,922,90)
panch-photo xyxy=(428,854,606,944)
dateline: ಮುದಗಲ್, ಆ.01: xyxy=(75,703,120,711)
crop-mark: + xyxy=(2,1488,14,1504)
bidar-sidebar-box: ನಿರ್ಮಿತಿ ಕೇಂದ್ರದ ಕಾಮಗಾರಿ: ಸಲಗರ್ - ಮಲೆ ಮಧ್ಯೆ ಟಾಕ್ ವಾರ್! ಬೀದರ್: ಬಸವಕಲ್ಯಾಣ ತಾಲೂಕಿನಲ್ಲಿ ಅಂದಾಜು 50 ಕೋಟಿ ರೂ ವೆಚ್ಚದ ಕಾಮಗಾರಿಗಳನ್ನು ನಿರ್ಮಿತಿ ಕೇಂದ್ರದಿಂದ ಕೈಗೊಳ್ಳಲಾಗಿದೆ. ಗುಣಮಟ್ಟದ ಕಾಮಗಾರಿ ಆಗಿಲ್ಲ ಎಂದು ಶಾಸಕ ಶರಣು ಸಲಗರ್ ಆರೋಪಿಸಿದರು. ಸಮರ್ಪಕ ಪರಿಶೀಲನೆ ನಡೆಸದೇ ಹಣ ಬಿಡುಗಡೆ ಮಾಡಲಾಗಿದೆ. ತನಿಖೆ ನಡೆಸಬೇಕು ಎಂದು ಒತ್ತಾಯಿಸಿದರು. ಇದಕ್ಕೆ ಪ್ರತಿಕ್ರಿಯಿಸಿದ ಎಂಎಲ್‌ಸಿ ಮಲೆ ಅವರು, ಎಲ್ಲ ಕಾಮಗಾರಿಗಳು ನಿಯಮಾನುಸಾರ ನಡೆದಿವೆ ಎಂದು ಸಮರ್ಥಿಸಿಕೊಂಡರು. ಈ ವೇಳೆ ಸಭೆಯಲ್ಲಿ ಕೆಲಕಾಲ ಮಾತಿನ ಚಕಮಕಿ ನಡೆಯಿತು. ಸಚಿವರು ಮಧ್ಯಪ್ರವೇಶಿಸಿ ಇಬ್ಬರನ್ನೂ ಸಮಾಧಾನಪಡಿಸಿದರು. ನಿರ್ಮಿತಿ ಕೇಂದ್ರದ ಕಾಮಗಾರಿಗಳ ಕುರಿತು ಸಮಗ್ರ ವರದಿ ಸಲ್ಲಿಸುವಂತೆ ಜಿಲ್ಲಾಧಿಕಾರಿಗಳಿಗೆ ನಿರ್ದೇಶನ ನೀಡಿದರು. ಗುಣಮಟ್ಟ ಪರೀಕ್ಷೆಗಾಗಿ ತಜ್ಞರ ತಂಡ ರಚಿಸಲಾಗುವುದು. ಲೋಪ ಕಂಡುಬಂದಲ್ಲಿ ಕ್ರಮ ಕೈಗೊಳ್ಳಲಾಗುವುದು ಎಂದು ತಿಳಿಸಿದರು. xyxy=(430,1278,712,1480)
